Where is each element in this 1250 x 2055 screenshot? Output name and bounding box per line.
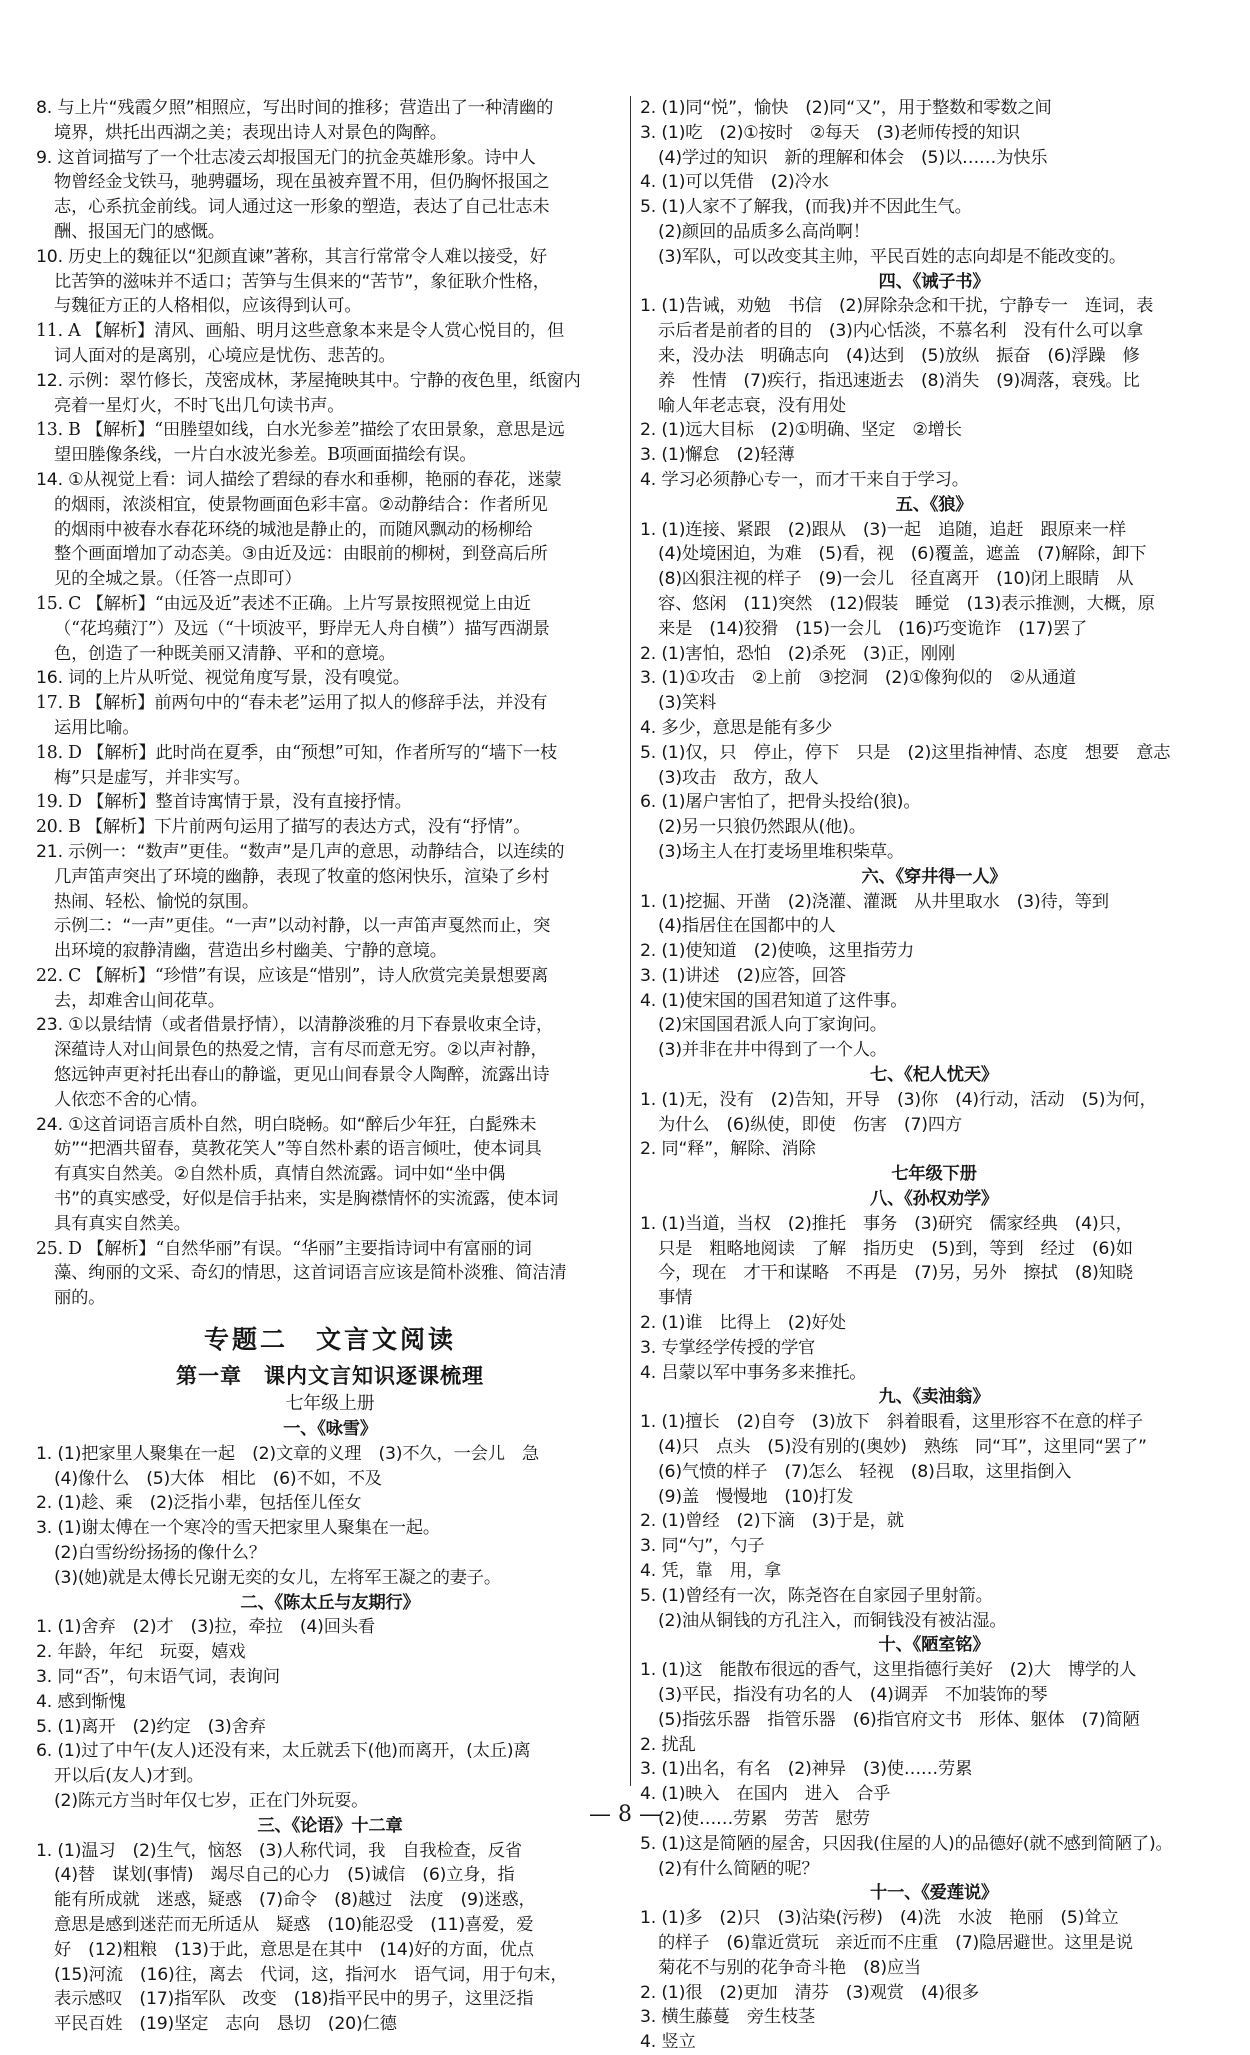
answer-line: 开以后(友人)才到。	[54, 1766, 204, 1787]
answer-line: 色，创造了一种既美丽又清静、平和的意境。	[54, 643, 396, 664]
classical-answers-continued	[640, 96, 1228, 2055]
answer-line: (4)指居住在国都中的人	[658, 916, 836, 937]
answer-line: (2)油从铜钱的方孔注入，而铜钱没有被沾湿。	[658, 1610, 1007, 1631]
answer-line: 20. B 【解析】下片前两句运用了描写的表达方式，没有“抒情”。	[36, 817, 531, 838]
section-heading: 三、《论语》十二章	[257, 1815, 403, 1836]
answer-line: 来，没办法 明确志向 (4)达到 (5)放纵 振奋 (6)浮躁 修	[658, 345, 1140, 366]
answer-line: 4. 多少，意思是能有多少	[640, 717, 833, 738]
answer-line: 6. (1)屠户害怕了，把骨头投给(狼)。	[640, 792, 921, 813]
answer-line: 只是 粗略地阅读 了解 指历史 (5)到，等到 经过 (6)如	[658, 1238, 1133, 1259]
page-number: — 8 —	[589, 1802, 661, 1827]
answer-line: (4)处境困迫，为难 (5)看，视 (6)覆盖，遮盖 (7)解除，卸下	[658, 544, 1147, 565]
column-divider	[630, 96, 631, 1786]
answer-line: (15)河流 (16)往，离去 代词，这，指河水 语气词，用于句末，	[54, 1964, 568, 1985]
answer-line: 意思是感到迷茫而无所适从 疑惑 (10)能忍受 (11)喜爱，爱	[54, 1914, 534, 1935]
answer-line: 2. (1)很 (2)更加 清芬 (3)观赏 (4)很多	[640, 1982, 979, 2003]
answer-line: 喻人年老志衰，没有用处	[658, 395, 846, 416]
answer-line: (3)(她)就是太傅长兄谢无奕的女儿，左将军王凝之的妻子。	[54, 1567, 501, 1588]
poetry-answers	[36, 96, 624, 1311]
section-heading: 十、《陋室铭》	[878, 1635, 990, 1656]
answer-line: (2)陈元方当时年仅七岁，正在门外玩耍。	[54, 1791, 369, 1811]
answer-line: 运用比喻。	[54, 717, 140, 738]
answer-line: 19. D 【解析】整首诗寓情于景，没有直接抒情。	[36, 792, 412, 813]
answer-line: (4)替 谋划(事情) 竭尽自己的心力 (5)诚信 (6)立身，指	[54, 1865, 515, 1886]
answer-line: 5. (1)曾经有一次，陈尧咨在自家园子里射箭。	[640, 1585, 993, 1606]
answer-line: 平民百姓 (19)坚定 志向 恳切 (20)仁德	[54, 2014, 397, 2035]
answer-line: 的样子 (6)靠近赏玩 亲近而不庄重 (7)隐居避世。这里是说	[658, 1932, 1133, 1953]
answer-line: 12. 示例：翠竹修长，茂密成林，茅屋掩映其中。宁静的夜色里，纸窗内	[36, 370, 581, 391]
answer-line: (3)并非在井中得到了一个人。	[658, 1040, 887, 1061]
answer-line: 1. (1)擅长 (2)自夸 (3)放下 斜着眼看，这里形容不在意的样子	[640, 1412, 1143, 1433]
section-heading: 四、《诫子书》	[878, 271, 990, 292]
answer-line: 2. (1)曾经 (2)下滴 (3)于是，就	[640, 1511, 904, 1532]
answer-line: 3. (1)出名，有名 (2)神异 (3)使……劳累	[640, 1759, 973, 1780]
answer-line: （“花坞蘋汀”）及远（“十顷波平，野岸无人舟自横”）描写西湖景	[54, 618, 550, 639]
answer-line: 菊花不与别的花争奇斗艳 (8)应当	[658, 1957, 922, 1978]
answer-line: (2)宋国国君派人向丁家询问。	[658, 1015, 887, 1036]
answer-line: 1. (1)当道，当权 (2)推托 事务 (3)研究 儒家经典 (4)只，	[640, 1213, 1133, 1234]
answer-line: 4. 学习必须静心专一，而才干来自于学习。	[640, 469, 969, 490]
section-heading: 五、《狼》	[895, 494, 973, 515]
answer-line: (3)攻击 敌方，敌人	[658, 767, 819, 788]
answer-line: 15. C 【解析】“由远及近”表述不正确。上片写景按照视觉上由近	[36, 593, 531, 614]
answer-line: 1. (1)把家里人聚集在一起 (2)文章的义理 (3)不久，一会儿 急	[36, 1443, 539, 1464]
answer-line: 亮着一星灯火，不时飞出几句读书声。	[54, 395, 345, 416]
answer-line: 3. (1)谢太傅在一个寒冷的雪天把家里人聚集在一起。	[36, 1518, 440, 1539]
section-heading: 九、《卖油翁》	[878, 1387, 990, 1408]
answer-line: 示例二：“一声”更佳。“一声”以动衬静，以一声笛声戛然而止，突	[54, 916, 551, 937]
answer-line: 人依恋不舍的心情。	[54, 1089, 208, 1110]
answer-line: (2)颜回的品质多么高尚啊！	[658, 221, 870, 242]
answer-line: 悠远钟声更衬托出春山的静谧，更见山间春景令人陶醉，流露出诗	[54, 1065, 550, 1086]
answer-line: 11. A 【解析】清风、画船、明月这些意象本来是令人赏心悦目的，但	[36, 321, 565, 342]
answer-line: 有真实自然美。②自然朴质，真情自然流露。词中如“坐中偶	[54, 1164, 506, 1185]
answer-line: 比苦笋的滋味并不适口；苦笋与生俱来的“苦节”，象征耿介性格，	[54, 271, 550, 292]
answer-line: 1. (1)无，没有 (2)告知，开导 (3)你 (4)行动，活动 (5)为何，	[640, 1089, 1157, 1110]
answer-line: 事情	[658, 1288, 693, 1309]
answer-line: 6. (1)过了中午(友人)还没有来，太丘就丢下(他)而离开，(太丘)离	[36, 1741, 531, 1762]
answer-line: (3)笑料	[658, 693, 717, 714]
answer-line: 3. 同“勺”，勺子	[640, 1536, 765, 1557]
answer-line: (3)平民，指没有功名的人 (4)调弄 不加装饰的琴	[658, 1685, 1048, 1705]
answer-line: 1. (1)多 (2)只 (3)沾染(污秽) (4)洗 水波 艳丽 (5)耸立	[640, 1908, 1119, 1929]
answer-line: (2)白雪纷纷扬扬的像什么？	[54, 1543, 266, 1564]
answer-line: 的烟雨，浓淡相宜，使景物画面色彩丰富。②动静结合：作者所见	[54, 494, 548, 515]
answer-line: 2. 年龄，年纪 玩耍，嬉戏	[36, 1642, 246, 1663]
answer-line: 5. (1)仅，只 停止，停下 只是 (2)这里指神情、态度 想要 意志	[640, 742, 1171, 763]
answer-line: 2. (1)谁 比得上 (2)好处	[640, 1313, 846, 1334]
answer-line: 4. (1)可以凭借 (2)冷水	[640, 172, 829, 193]
answer-line: (3)军队，可以改变其主帅，平民百姓的志向却是不能改变的。	[658, 246, 1126, 267]
answer-line: 3. (1)①攻击 ②上前 ③挖洞 (2)①像狗似的 ②从通道	[640, 668, 1076, 689]
answer-line: 25. D 【解析】“自然华丽”有误。“华丽”主要指诗词中有富丽的词	[36, 1238, 532, 1259]
answer-line: 17. B 【解析】前两句中的“春未老”运用了拟人的修辞手法，并没有	[36, 693, 548, 714]
answer-line: 容、悠闲 (11)突然 (12)假装 睡觉 (13)表示推测，大概，原	[658, 593, 1155, 614]
answer-line: 具有真实自然美。	[54, 1213, 191, 1234]
answer-line: 5. (1)人家不了解我，(而我)并不因此生气。	[640, 197, 972, 218]
section-heading: 八、《孙权劝学》	[869, 1189, 998, 1210]
answer-line: 酬、报国无门的感慨。	[54, 221, 225, 242]
answer-line: 词人面对的是离别，心境应是忧伤、悲苦的。	[54, 345, 396, 366]
answer-line: 18. D 【解析】此时尚在夏季，由“预想”可知，作者所写的“墙下一枝	[36, 742, 558, 763]
answer-line: (4)学过的知识 新的理解和体会 (5)以……为快乐	[658, 147, 1048, 168]
answer-line: 4. 感到惭愧	[36, 1691, 126, 1712]
answer-line: 梅”只是虚写，并非实写。	[54, 767, 251, 788]
answer-line: (3)场主人在打麦场里堆积柴草。	[658, 841, 904, 862]
answer-line: (4)只 点头 (5)没有别的(奥妙) 熟练 同“耳”，这里同“罢了”	[658, 1437, 1147, 1458]
answer-line: (6)气愤的样子 (7)怎么 轻视 (8)吕取，这里指倒入	[658, 1461, 1072, 1482]
answer-line: 2. (1)使知道 (2)使唤，这里指劳力	[640, 941, 915, 962]
answer-line: 3. (1)懈怠 (2)轻薄	[640, 445, 795, 466]
answer-line: 物曾经金戈铁马，驰骋疆场，现在虽被弃置不用，但仍胸怀报国之	[54, 172, 550, 193]
answer-line: 2. (1)害怕，恐怕 (2)杀死 (3)正，刚刚	[640, 643, 956, 664]
right-column	[640, 96, 1228, 2055]
answer-line: 望田塍像条线，一片白水波光参差。B项画面描绘有误。	[54, 445, 477, 466]
answer-line: 2. 扰乱	[640, 1734, 696, 1755]
answer-line: 几声笛声突出了环境的幽静，表现了牧童的悠闲快乐，渲染了乡村	[54, 866, 550, 887]
answer-line: 10. 历史上的魏征以“犯颜直谏”著称，其言行常常令人难以接受，好	[36, 246, 547, 267]
answer-line: 1. (1)这 能散布很远的香气，这里指德行美好 (2)大 博学的人	[640, 1660, 1137, 1681]
answer-line: 出环境的寂静清幽，营造出乡村幽美、宁静的意境。	[54, 941, 447, 962]
answer-line: 2. 同“释”，解除、消除	[640, 1139, 816, 1160]
answer-line: 9. 这首词描写了一个壮志凌云却报国无门的抗金英雄形象。诗中人	[36, 147, 536, 168]
answer-line: 去，却难舍山间花草。	[54, 990, 225, 1011]
answer-line: 藻、绚丽的文采、奇幻的情思，这首词语言应该是简朴淡雅、简洁清	[54, 1263, 567, 1284]
classical-answers-grade7-first	[36, 1417, 624, 2037]
answer-line: 1. (1)挖掘、开凿 (2)浇灌、灌溉 从井里取水 (3)待，等到	[640, 891, 1109, 912]
answer-line: 示后者是前者的目的 (3)内心恬淡，不慕名利 没有什么可以拿	[658, 321, 1144, 342]
answer-line: 8. 与上片“残霞夕照”相照应，写出时间的推移；营造出了一种清幽的	[36, 98, 554, 118]
answer-line: (8)凶狠注视的样子 (9)一会儿 径直离开 (10)闭上眼睛 从	[658, 569, 1134, 590]
answer-line: 4. 吕蒙以军中事务多来推托。	[640, 1362, 867, 1383]
answer-line: 与魏征方正的人格相似，应该得到认可。	[54, 296, 362, 317]
answer-line: 书”的真实感受，好似是信手拈来，实是胸襟情怀的实流露，使本词	[54, 1189, 559, 1210]
answer-line: 16. 词的上片从听觉、视觉角度写景，没有嗅觉。	[36, 668, 410, 689]
section-heading: 一、《咏雪》	[283, 1419, 377, 1440]
answer-line: 2. (1)趁、乘 (2)泛指小辈，包括侄儿侄女	[36, 1493, 362, 1514]
answer-line: 1. (1)舍弃 (2)才 (3)拉，牵拉 (4)回头看	[36, 1617, 375, 1638]
answer-line: 23. ①以景结情（或者借景抒情），以清静淡雅的月下春景收束全诗，	[36, 1015, 554, 1036]
answer-line: 4. (1)映入 在国内 进入 合乎	[640, 1784, 891, 1805]
answer-line: (2)另一只狼仍然跟从(他)。	[658, 817, 866, 838]
topic-title: 专题二 文言文阅读	[203, 1325, 456, 1355]
answer-line: 3. 同“否”，句末语气词，表询问	[36, 1667, 280, 1688]
answer-line: 2. (1)远大目标 (2)①明确、坚定 ②增长	[640, 420, 962, 441]
answer-line: (5)指弦乐器 指管乐器 (6)指官府文书 形体、躯体 (7)简陋	[658, 1709, 1140, 1730]
answer-line: 为什么 (6)纵使，即使 伤害 (7)四方	[658, 1114, 962, 1135]
answer-line: 的烟雨中被春水春花环绕的城池是静止的，而随风飘动的杨柳给	[54, 519, 533, 540]
answer-line: 21. 示例一：“数声”更佳。“数声”是几声的意思，动静结合，以连续的	[36, 841, 565, 862]
answer-line: 1. (1)温习 (2)生气，恼怒 (3)人称代词，我 自我检查，反省	[36, 1840, 522, 1861]
section-heading: 十一、《爱莲说》	[869, 1883, 998, 1904]
left-column	[36, 96, 624, 2037]
answer-line: 4. (1)使宋国的国君知道了这件事。	[640, 990, 908, 1011]
answer-line: 志，心系抗金前线。词人通过这一形象的塑造，表达了自己壮志未	[54, 197, 550, 218]
section-heading: 六、《穿井得一人》	[861, 866, 1007, 887]
answer-line: 2. (1)同“悦”，愉快 (2)同“又”，用于整数和零数之间	[640, 98, 1052, 118]
answer-line: 表示感叹 (17)指军队 改变 (18)指平民中的男子，这里泛指	[54, 1989, 534, 2010]
chapter-title: 第一章 课内文言知识逐课梳理	[176, 1364, 484, 1389]
answer-line: 14. ①从视觉上看：词人描绘了碧绿的春水和垂柳，艳丽的春花，迷蒙	[36, 469, 562, 490]
section-heading: 七、《杞人忧天》	[869, 1065, 998, 1086]
answer-line: 3. 横生藤蔓 旁生枝茎	[640, 2007, 816, 2028]
answer-line: 3. (1)讲述 (2)应答，回答	[640, 965, 846, 986]
answer-line: 3. 专掌经学传授的学官	[640, 1337, 816, 1358]
answer-line: 4. 竖立	[640, 2032, 696, 2053]
answer-line: (4)像什么 (5)大体 相比 (6)不如，不及	[54, 1468, 382, 1489]
answer-line: 深蕴诗人对山间景色的热爱之情，言有尽而意无穷。②以声衬静，	[54, 1040, 548, 1061]
answer-line: 22. C 【解析】“珍惜”有误，应该是“惜别”，诗人欣赏完美景想要离	[36, 965, 549, 986]
answer-line: 能有所成就 迷惑，疑惑 (7)命令 (8)越过 法度 (9)迷惑，	[54, 1890, 536, 1911]
answer-line: 丽的。	[54, 1288, 106, 1309]
answer-line: 整个画面增加了动态美。③由近及远：由眼前的柳树，到登高后所	[54, 544, 548, 565]
answer-line: 来是 (14)狡猾 (15)一会儿 (16)巧变诡诈 (17)罢了	[658, 618, 1088, 639]
answer-line: 4. 凭，靠 用，拿	[640, 1561, 781, 1582]
answer-line: 13. B 【解析】“田塍望如线，白水光参差”描绘了农田景象，意思是远	[36, 420, 565, 441]
answer-line: 好 (12)粗粮 (13)于此，意思是在其中 (14)好的方面，优点	[54, 1939, 534, 1960]
answer-line: 24. ①这首词语言质朴自然，明白晓畅。如“醉后少年狂，白髭殊未	[36, 1114, 537, 1135]
section-heading: 二、《陈太丘与友期行》	[240, 1592, 420, 1613]
grade-title: 七年级上册	[285, 1393, 375, 1415]
answer-line: 5. (1)离开 (2)约定 (3)舍弃	[36, 1716, 266, 1737]
answer-line: 今，现在 才干和谋略 不再是 (7)另，另外 擦拭 (8)知晓	[658, 1263, 1133, 1284]
answer-line: 养 性情 (7)疾行，指迅速逝去 (8)消失 (9)凋落，衰残。比	[658, 370, 1140, 391]
section-heading: 七年级下册	[891, 1164, 977, 1185]
answer-line: (9)盖 慢慢地 (10)打发	[658, 1486, 854, 1507]
answer-line: 3. (1)吃 (2)①按时 ②每天 (3)老师传授的知识	[640, 122, 1020, 143]
answer-line: 妨”“把酒共留春，莫教花笑人”等自然朴素的语言倾吐，使本词具	[54, 1139, 542, 1160]
answer-line: 见的全城之景。（任答一点即可）	[54, 569, 302, 590]
answer-line: 境界，烘托出西湖之美；表现出诗人对景色的陶醉。	[54, 122, 447, 143]
answer-line: 5. (1)这是简陋的屋舍，只因我(住屋的人)的品德好(就不感到简陋了)。	[640, 1833, 1173, 1854]
answer-line: (2)使……劳累 劳苦 慰劳	[658, 1808, 870, 1829]
answer-line: (2)有什么简陋的呢？	[658, 1858, 819, 1879]
answer-line: 1. (1)告诫，劝勉 书信 (2)屏除杂念和干扰，宁静专一 连词，表	[640, 296, 1154, 317]
answer-line: 1. (1)连接、紧跟 (2)跟从 (3)一起 追随，追赶 跟原来一样	[640, 519, 1126, 540]
answer-line: 热闹、轻松、愉悦的氛围。	[54, 891, 259, 912]
